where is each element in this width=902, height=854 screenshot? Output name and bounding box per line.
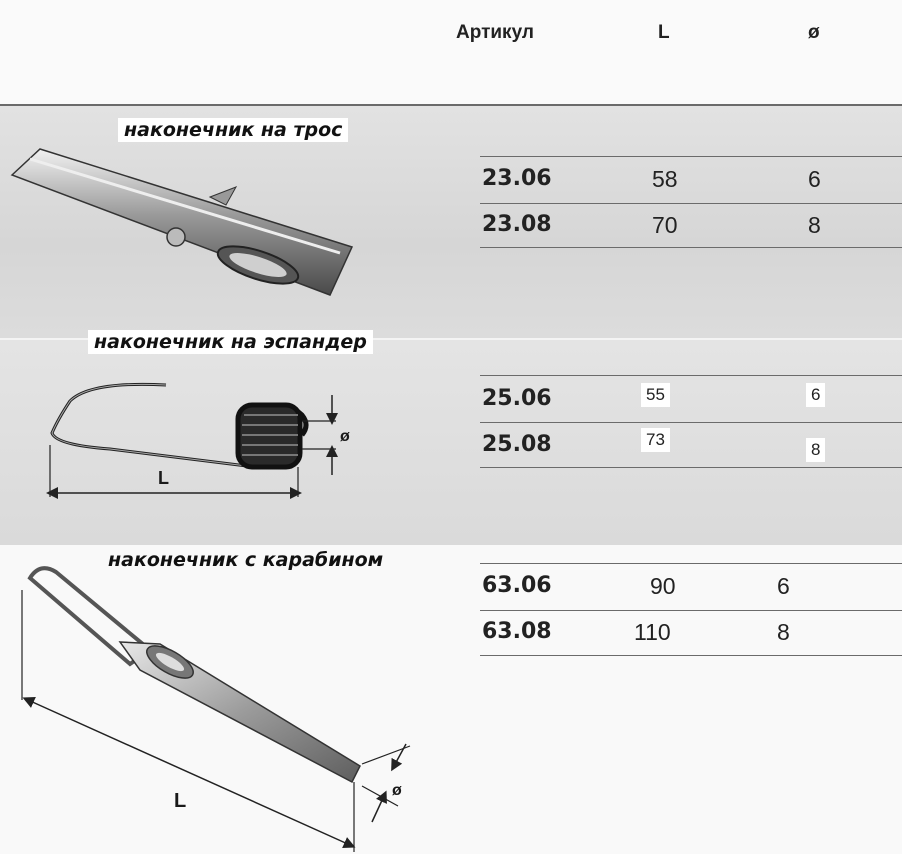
row-divider	[480, 422, 902, 423]
diameter-cell: 8	[806, 438, 825, 462]
article-cell: 23.08	[482, 212, 552, 237]
article-cell: 63.06	[482, 573, 552, 598]
carabiner-diameter-label: ø	[392, 782, 402, 799]
length-cell: 110	[634, 619, 671, 645]
length-cell: 90	[650, 573, 676, 599]
row-divider	[480, 203, 902, 204]
row-divider	[480, 156, 902, 157]
row-divider	[480, 610, 902, 611]
diameter-cell: 8	[808, 212, 821, 238]
table-header	[0, 0, 902, 106]
diameter-cell: 6	[806, 383, 825, 407]
carabiner-end-image	[0, 560, 440, 854]
length-cell: 70	[652, 212, 678, 238]
spring-diameter-label: ø	[340, 428, 350, 445]
article-cell: 23.06	[482, 166, 552, 191]
diameter-cell: 6	[777, 573, 790, 599]
row-divider	[480, 655, 902, 656]
length-cell: 73	[641, 428, 670, 452]
group-title-expander-end: наконечник на эспандер	[88, 330, 373, 354]
group-title-carabiner-end: наконечник с карабином	[108, 549, 384, 571]
carabiner-length-label: L	[174, 790, 187, 812]
row-divider	[480, 467, 902, 468]
length-cell: 55	[641, 383, 670, 407]
row-divider	[480, 247, 902, 248]
cable-end-image	[0, 135, 370, 315]
header-article: Артикул	[456, 22, 534, 43]
article-cell: 25.08	[482, 432, 552, 457]
row-divider	[480, 563, 902, 564]
header-diameter: ø	[808, 22, 820, 43]
article-cell: 63.08	[482, 619, 552, 644]
length-cell: 58	[652, 166, 678, 192]
diameter-cell: 8	[777, 619, 790, 645]
group-title-cable-end: наконечник на трос	[118, 118, 348, 142]
row-divider	[480, 375, 902, 376]
article-cell: 25.06	[482, 386, 552, 411]
diameter-cell: 6	[808, 166, 821, 192]
header-length: L	[658, 22, 670, 43]
expander-end-image	[30, 375, 360, 515]
spring-length-label: L	[158, 468, 169, 488]
